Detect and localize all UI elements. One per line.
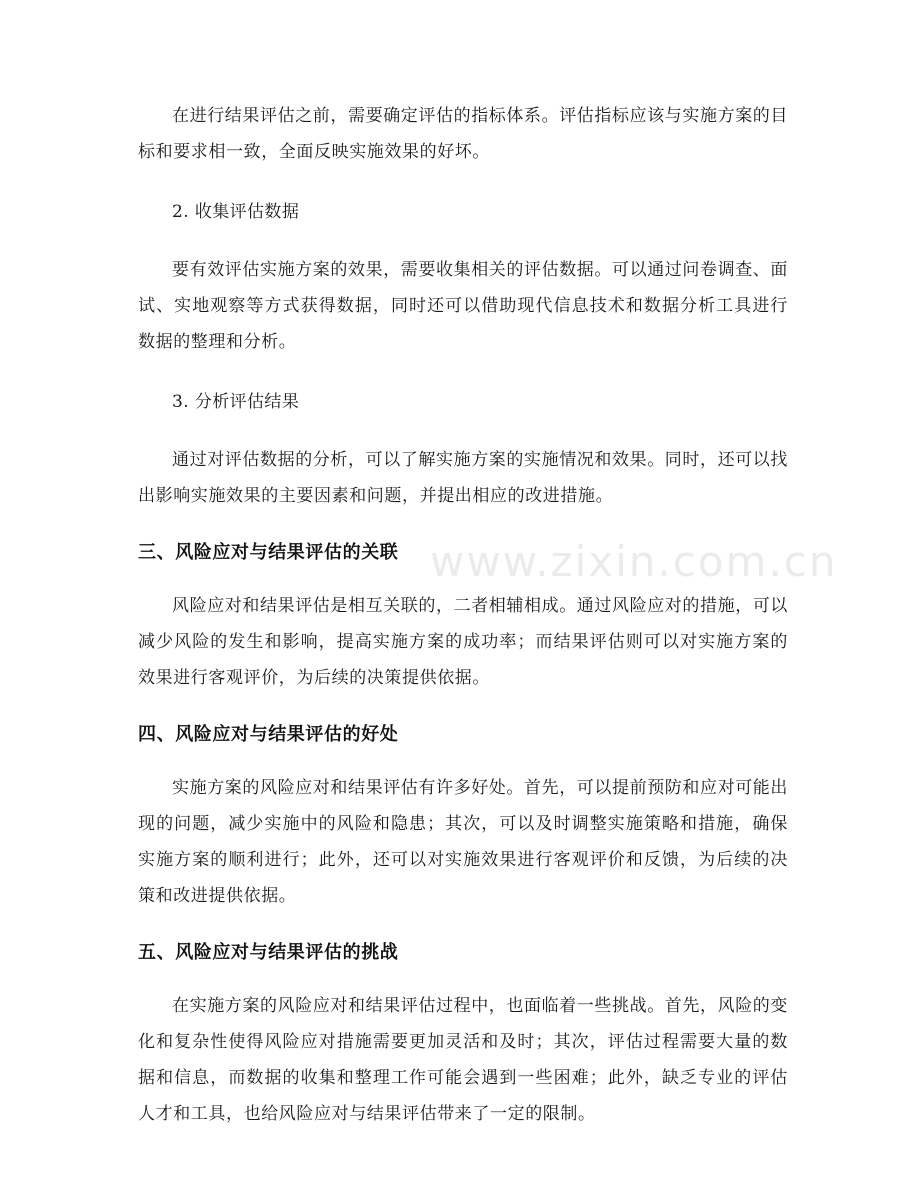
section-heading-challenges: 五、风险应对与结果评估的挑战: [138, 942, 399, 963]
section-heading-benefits: 四、风险应对与结果评估的好处: [138, 724, 399, 745]
document-content: [138, 98, 788, 1156]
section-heading-relation: 三、风险应对与结果评估的关联: [138, 542, 399, 563]
paragraph-collect-data: 要有效评估实施方案的效果，需要收集相关的评估数据。可以通过问卷调查、面试、实地观察等方式获得数据，同时还可以借助现代信息技术和数据分析工具进行数据的整理和分析。: [138, 260, 788, 352]
watermark-text: www.zixin.com.cn: [430, 537, 838, 586]
subheading-collect-data: 2. 收集评估数据: [172, 202, 300, 222]
subheading-analyze-results: 3. 分析评估结果: [172, 392, 300, 412]
paragraph-challenges: 在实施方案的风险应对和结果评估过程中，也面临着一些挑战。首先，风险的变化和复杂性使得风险应对措施需要更加灵活和及时；其次，评估过程需要大量的数据和信息，而数据的收集和整理工作可能会遇到一些困难；此外，缺乏专业的评估人才和工具，也给风险应对与结果评估带来了一定的限制。: [138, 996, 788, 1124]
paragraph-indicator-system: 在进行结果评估之前，需要确定评估的指标体系。评估指标应该与实施方案的目标和要求相一致，全面反映实施效果的好坏。: [138, 106, 788, 162]
paragraph-relation: 风险应对和结果评估是相互关联的，二者相辅相成。通过风险应对的措施，可以减少风险的发生和影响，提高实施方案的成功率；而结果评估则可以对实施方案的效果进行客观评价，为后续的决策提供依据。: [138, 596, 788, 688]
paragraph-analyze-results: 通过对评估数据的分析，可以了解实施方案的实施情况和效果。同时，还可以找出影响实施效果的主要因素和问题，并提出相应的改进措施。: [138, 450, 788, 506]
paragraph-benefits: 实施方案的风险应对和结果评估有许多好处。首先，可以提前预防和应对可能出现的问题，减少实施中的风险和隐患；其次，可以及时调整实施策略和措施，确保实施方案的顺利进行；此外，还可以对实施效果进行客观评价和反馈，为后续的决策和改进提供依据。: [138, 778, 788, 906]
